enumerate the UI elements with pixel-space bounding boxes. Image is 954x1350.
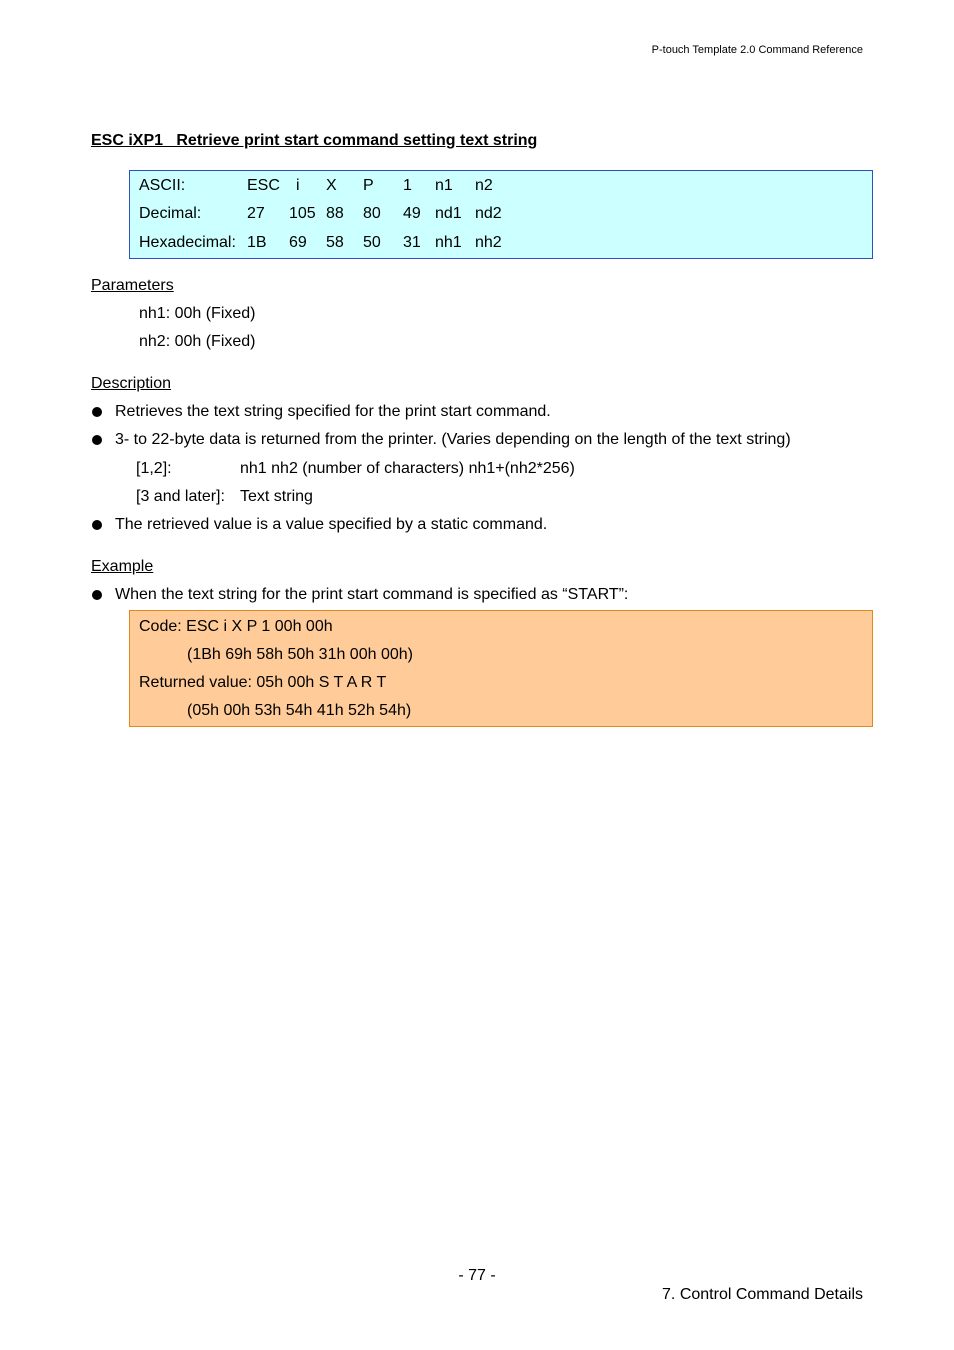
example-line: Code: ESC i X P 1 00h 00h (139, 618, 333, 635)
bullet-icon (92, 435, 102, 445)
row-label: ASCII: (139, 177, 186, 194)
parameter-item: nh1: 00h (Fixed) (139, 305, 256, 322)
example-heading: Example (91, 558, 154, 575)
cell: i (296, 177, 300, 194)
cell: 27 (247, 205, 265, 222)
bullet-icon (92, 590, 102, 600)
cell: nd2 (475, 205, 502, 222)
parameter-item: nh2: 00h (Fixed) (139, 333, 256, 350)
parameters-heading: Parameters (91, 277, 174, 294)
example-code-box (129, 610, 873, 727)
sub-item-key: [1,2]: (136, 460, 172, 477)
cell: 105 (289, 205, 316, 222)
cell: 58 (326, 234, 344, 251)
cell: 88 (326, 205, 344, 222)
cell: 50 (363, 234, 381, 251)
description-bullet: Retrieves the text string specified for the print start command. (115, 403, 551, 420)
cell: ESC (247, 177, 280, 194)
page-number: - 77 - (458, 1267, 496, 1284)
example-line: (1Bh 69h 58h 50h 31h 00h 00h) (187, 646, 413, 663)
description-bullet: The retrieved value is a value specified by a static command. (115, 516, 548, 533)
header-reference: P-touch Template 2.0 Command Reference (651, 44, 863, 56)
cell: n2 (475, 177, 493, 194)
command-title: ESC iXP1 Retrieve print start command setting text string (91, 132, 538, 149)
example-line: (05h 00h 53h 54h 41h 52h 54h) (187, 702, 412, 719)
cell: nh1 (435, 234, 462, 251)
sub-item-value: Text string (240, 488, 313, 505)
command-table (129, 170, 873, 259)
example-bullet: When the text string for the print start command is specified as “START”: (115, 586, 629, 603)
row-label: Hexadecimal: (139, 234, 236, 251)
row-label: Decimal: (139, 205, 202, 222)
cell: 69 (289, 234, 307, 251)
cell: 80 (363, 205, 381, 222)
bullet-icon (92, 520, 102, 530)
cell: P (363, 177, 374, 194)
chapter-footer: 7. Control Command Details (662, 1286, 863, 1303)
cell: 49 (403, 205, 421, 222)
cell: 31 (403, 234, 421, 251)
cell: 1 (403, 177, 412, 194)
cell: n1 (435, 177, 453, 194)
description-heading: Description (91, 375, 172, 392)
description-bullet: 3- to 22-byte data is returned from the printer. (Varies depending on the length of the text string) (115, 431, 791, 448)
sub-item-value: nh1 nh2 (number of characters) nh1+(nh2*256) (240, 460, 575, 477)
bullet-icon (92, 407, 102, 417)
cell: nd1 (435, 205, 462, 222)
cell: X (326, 177, 337, 194)
cell: nh2 (475, 234, 502, 251)
cell: 1B (247, 234, 267, 251)
sub-item-key: [3 and later]: (136, 488, 225, 505)
example-line: Returned value: 05h 00h S T A R T (139, 674, 387, 691)
